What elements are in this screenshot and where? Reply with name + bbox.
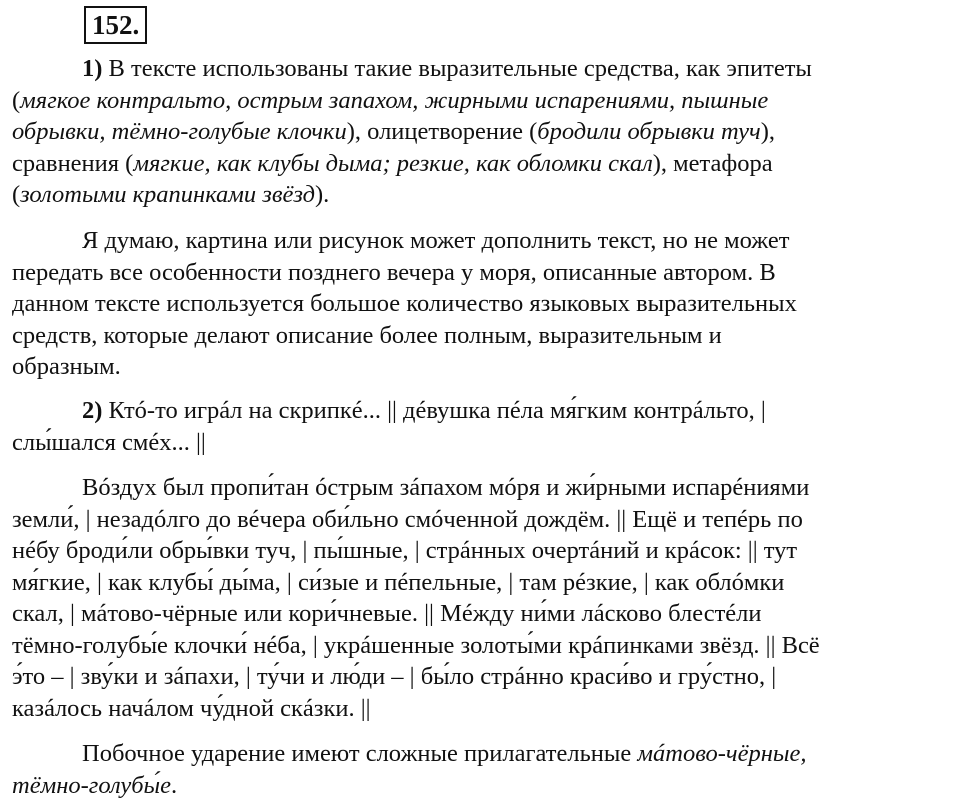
p4-line-6: тёмно-голубы́е клочки́ нéба, | укрáшенные золоты́ми крáпинками звёзд. || Всё [12,631,820,659]
p5-line-1: Побочное ударение имеют сложные прилагательные мáтово-чёрные, [82,740,807,767]
paragraph-4 [12,472,942,724]
p4-line-5: скал, | мáтово-чёрные или кори́чневые. || Мéжду ни́ми лáсково блестéли [12,600,762,627]
p5-line-2: тёмно-голубы́е. [12,771,178,799]
paragraph-5 [12,738,942,801]
p4-line-7: э́то – | зву́ки и зáпахи, | ту́чи и лю́ди – | бы́ло стрáнно краси́во и гру́стно, | [12,663,777,690]
p3-line-1: 2) Ктó-то игрáл на скрипкé... || дéвушка пéла мя́гким контрáльто, | [82,397,766,424]
p3-line-2: слы́шался смéх... || [12,428,206,456]
p2-line-1: Я думаю, картина или рисунок может дополнить текст, но не может [82,227,790,254]
p4-line-3: нéбу броди́ли обры́вки туч, | пы́шные, | стрáнных очертáний и крáсок: || тут [12,537,798,564]
p1-line-2: (мягкое контральто, острым запахом, жирными испарениями, пышные [12,86,769,114]
p4-line-2: земли́, | незадóлго до вéчера оби́льно смóченной дождём. || Ещё и тепéрь по [12,505,803,533]
p2-line-5: образным. [12,353,121,380]
p4-line-4: мя́гкие, | как клубы́ ды́ма, | си́зые и пéпельные, | там рéзкие, | как облóмки [12,568,785,596]
paragraph-3 [12,395,942,458]
p2-line-3: данном тексте используется большое количество языковых выразительных [12,290,797,317]
p1-line-1: 1) В тексте использованы такие выразительные средства, как эпитеты [82,55,812,82]
p1-line-5: (золотыми крапинками звёзд). [12,181,330,208]
p4-line-1: Вóздух был пропи́тан óстрым зáпахом мóря и жи́рными испарéниями [82,474,810,501]
item-label-1: 1) [82,55,103,82]
exercise-number: 152. [84,6,147,44]
item-label-2: 2) [82,397,103,424]
p1-line-4: сравнения (мягкие, как клубы дыма; резкие, как обломки скал), метафора [12,149,773,177]
p1-line-3: обрывки, тёмно-голубые клочки), олицетворение (бродили обрывки туч), [12,118,775,145]
p4-line-8: казáлось начáлом чу́дной скáзки. || [12,694,371,722]
p2-line-2: передать все особенности позднего вечера у моря, описанные автором. В [12,258,776,286]
paragraph-1 [12,53,942,211]
paragraph-2 [12,225,942,383]
p2-line-4: средств, которые делают описание более полным, выразительным и [12,321,722,349]
